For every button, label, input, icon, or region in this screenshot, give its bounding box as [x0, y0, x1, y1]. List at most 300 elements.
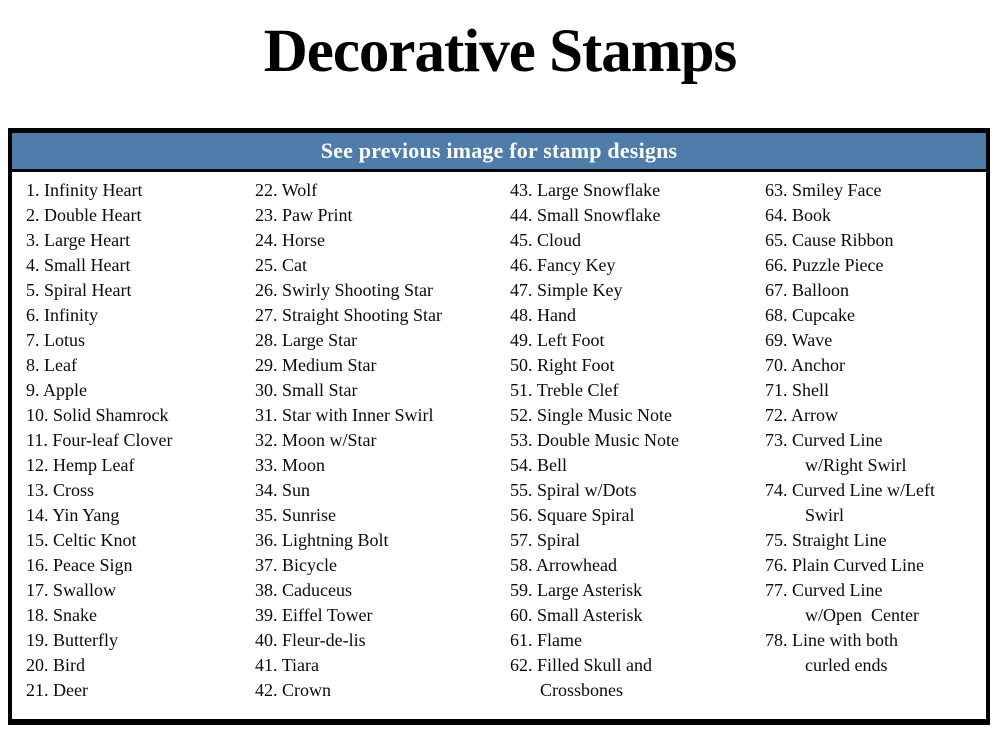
item-number: 45.	[510, 230, 537, 250]
item-line	[765, 578, 986, 603]
item-label: Peace Sign	[53, 555, 133, 575]
list-item	[255, 528, 510, 553]
item-number: 18.	[26, 605, 53, 625]
item-label: Four-leaf Clover	[52, 430, 173, 450]
list-item	[510, 403, 765, 428]
item-label: Large Star	[282, 330, 358, 350]
item-label: Spiral Heart	[44, 280, 132, 300]
item-label: Eiffel Tower	[282, 605, 373, 625]
list-item	[255, 428, 510, 453]
list-item	[510, 553, 765, 578]
list-item	[26, 603, 255, 628]
item-line	[255, 653, 510, 678]
item-label: Butterfly	[53, 630, 118, 650]
item-number: 73.	[765, 430, 792, 450]
list-item	[510, 253, 765, 278]
item-line-wrap: Swirl	[805, 505, 845, 525]
item-label: Medium Star	[282, 355, 377, 375]
list-item	[765, 553, 986, 578]
item-label: Cause Ribbon	[792, 230, 894, 250]
list-item	[26, 553, 255, 578]
item-number: 71.	[765, 380, 792, 400]
list-item	[26, 378, 255, 403]
item-number: 4.	[26, 255, 44, 275]
item-number: 74.	[765, 480, 792, 500]
item-line	[255, 203, 510, 228]
stamp-column-2	[255, 178, 510, 703]
list-item	[255, 503, 510, 528]
item-number: 32.	[255, 430, 282, 450]
list-item	[26, 478, 255, 503]
item-line	[510, 278, 765, 303]
item-line	[765, 378, 986, 403]
item-label: Cloud	[537, 230, 582, 250]
item-line	[26, 178, 255, 203]
list-item	[255, 628, 510, 653]
list-item	[510, 628, 765, 653]
item-label: Arrowhead	[536, 555, 617, 575]
item-label: Caduceus	[282, 580, 352, 600]
item-line	[510, 253, 765, 278]
item-label: Fancy Key	[537, 255, 616, 275]
item-label: Solid Shamrock	[53, 405, 169, 425]
item-line	[26, 628, 255, 653]
list-item	[510, 603, 765, 628]
item-label: Spiral w/Dots	[537, 480, 637, 500]
item-line-wrap: w/Open Center	[805, 605, 919, 625]
list-item	[26, 503, 255, 528]
banner-text: See previous image for stamp designs	[320, 138, 678, 163]
item-label: Bell	[537, 455, 567, 475]
list-item	[510, 528, 765, 553]
item-label: Curved Line	[792, 580, 883, 600]
item-number: 31.	[255, 405, 282, 425]
item-number: 48.	[510, 305, 537, 325]
item-line	[765, 328, 986, 353]
list-item	[765, 403, 986, 428]
item-number: 22.	[255, 180, 282, 200]
item-line	[510, 553, 765, 578]
item-number: 28.	[255, 330, 282, 350]
item-number: 5.	[26, 280, 44, 300]
item-label: Puzzle Piece	[792, 255, 884, 275]
item-number: 65.	[765, 230, 792, 250]
item-label: Cupcake	[792, 305, 855, 325]
item-line	[26, 478, 255, 503]
list-item	[26, 578, 255, 603]
list-item	[255, 278, 510, 303]
item-label: Wave	[791, 330, 833, 350]
item-line	[510, 528, 765, 553]
list-item	[255, 478, 510, 503]
item-line	[26, 253, 255, 278]
list-item	[255, 578, 510, 603]
list-item	[255, 203, 510, 228]
item-number: 38.	[255, 580, 282, 600]
item-line	[255, 528, 510, 553]
item-number: 23.	[255, 205, 282, 225]
item-label: Shell	[792, 380, 830, 400]
list-item	[26, 678, 255, 703]
item-label: Cross	[53, 480, 95, 500]
item-label: Line with both	[792, 630, 898, 650]
list-item	[765, 378, 986, 403]
list-item	[510, 578, 765, 603]
list-item	[26, 278, 255, 303]
item-number: 37.	[255, 555, 282, 575]
item-label: Small Heart	[44, 255, 131, 275]
list-item	[765, 528, 986, 553]
item-label: Smiley Face	[792, 180, 882, 200]
item-line	[765, 478, 986, 503]
list-item	[510, 453, 765, 478]
item-label: Spiral	[537, 530, 580, 550]
item-label: Simple Key	[537, 280, 623, 300]
item-line	[255, 578, 510, 603]
item-label: Small Asterisk	[537, 605, 643, 625]
item-number: 2.	[26, 205, 44, 225]
list-item	[26, 178, 255, 203]
item-label: Cat	[282, 255, 307, 275]
item-number: 44.	[510, 205, 537, 225]
item-number: 61.	[510, 630, 537, 650]
item-line	[765, 428, 986, 453]
item-number: 24.	[255, 230, 282, 250]
list-item	[510, 478, 765, 503]
item-line	[255, 403, 510, 428]
item-label: Sun	[282, 480, 311, 500]
item-number: 33.	[255, 455, 282, 475]
item-label: Small Star	[282, 380, 358, 400]
list-item	[26, 403, 255, 428]
item-label: Lotus	[44, 330, 86, 350]
item-number: 8.	[26, 355, 44, 375]
list-item	[26, 203, 255, 228]
item-number: 47.	[510, 280, 537, 300]
item-number: 50.	[510, 355, 537, 375]
item-line	[26, 603, 255, 628]
list-item	[765, 228, 986, 253]
item-label: Infinity Heart	[44, 180, 143, 200]
item-label: Deer	[53, 680, 88, 700]
item-line	[510, 453, 765, 478]
item-label: Sunrise	[282, 505, 336, 525]
item-number: 13.	[26, 480, 53, 500]
item-line	[255, 353, 510, 378]
item-number: 12.	[26, 455, 53, 475]
item-line	[765, 628, 986, 653]
item-line	[26, 403, 255, 428]
list-item	[26, 228, 255, 253]
item-line	[255, 678, 510, 703]
list-item	[255, 603, 510, 628]
item-number: 60.	[510, 605, 537, 625]
item-label: Lightning Bolt	[282, 530, 389, 550]
item-line	[255, 503, 510, 528]
item-number: 6.	[26, 305, 44, 325]
item-number: 10.	[26, 405, 53, 425]
item-label: Balloon	[792, 280, 849, 300]
list-item	[765, 303, 986, 328]
item-line	[255, 628, 510, 653]
item-line	[26, 278, 255, 303]
list-item	[26, 428, 255, 453]
item-label: Celtic Knot	[53, 530, 137, 550]
item-line	[510, 628, 765, 653]
stamp-column-1	[26, 178, 255, 703]
item-number: 51.	[510, 380, 537, 400]
item-line	[510, 603, 765, 628]
list-item	[26, 253, 255, 278]
item-label: Hand	[537, 305, 576, 325]
item-number: 19.	[26, 630, 53, 650]
item-number: 15.	[26, 530, 53, 550]
item-line	[510, 178, 765, 203]
item-label: Wolf	[281, 180, 318, 200]
item-line	[510, 328, 765, 353]
item-label: Anchor	[791, 355, 845, 375]
stamp-list-content	[12, 172, 986, 703]
item-number: 55.	[510, 480, 537, 500]
item-number: 70.	[765, 355, 792, 375]
list-item	[765, 628, 986, 678]
item-line	[510, 503, 765, 528]
item-label: Large Asterisk	[537, 580, 643, 600]
item-label: Straight Shooting Star	[282, 305, 443, 325]
list-item	[765, 428, 986, 478]
list-item	[510, 178, 765, 203]
item-line	[510, 378, 765, 403]
list-item	[510, 503, 765, 528]
item-number: 62.	[510, 655, 537, 675]
item-line	[26, 653, 255, 678]
item-label: Filled Skull and	[537, 655, 653, 675]
item-label: Treble Clef	[536, 380, 619, 400]
item-line	[765, 353, 986, 378]
item-label: Bird	[53, 655, 86, 675]
item-number: 20.	[26, 655, 53, 675]
item-label: Small Snowflake	[537, 205, 661, 225]
item-label: Left Foot	[537, 330, 605, 350]
item-line	[255, 378, 510, 403]
item-line	[765, 403, 986, 428]
item-line	[765, 178, 986, 203]
list-item	[26, 303, 255, 328]
item-label: Curved Line	[792, 430, 883, 450]
item-line-wrap: w/Right Swirl	[805, 455, 907, 475]
item-label: Moon w/Star	[282, 430, 377, 450]
item-number: 11.	[26, 430, 53, 450]
list-item	[510, 378, 765, 403]
item-label: Bicycle	[282, 555, 337, 575]
item-number: 17.	[26, 580, 53, 600]
list-item	[255, 453, 510, 478]
item-line	[765, 553, 986, 578]
item-line	[255, 278, 510, 303]
item-number: 49.	[510, 330, 537, 350]
list-item	[26, 628, 255, 653]
list-item	[765, 353, 986, 378]
item-line	[255, 253, 510, 278]
list-item	[765, 328, 986, 353]
list-item	[255, 403, 510, 428]
item-line	[765, 253, 986, 278]
item-number: 36.	[255, 530, 282, 550]
item-label: Double Heart	[44, 205, 142, 225]
item-number: 26.	[255, 280, 282, 300]
item-line	[765, 528, 986, 553]
item-number: 34.	[255, 480, 282, 500]
list-item	[510, 278, 765, 303]
item-line	[765, 203, 986, 228]
item-label: Swirly Shooting Star	[282, 280, 434, 300]
item-label: Double Music Note	[537, 430, 679, 450]
item-label: Apple	[43, 380, 88, 400]
item-label: Large Snowflake	[537, 180, 661, 200]
item-line	[510, 203, 765, 228]
item-line	[255, 603, 510, 628]
item-number: 63.	[765, 180, 792, 200]
item-line	[26, 453, 255, 478]
item-line	[255, 228, 510, 253]
item-label: Yin Yang	[52, 505, 120, 525]
list-item	[26, 653, 255, 678]
item-number: 35.	[255, 505, 282, 525]
list-item	[510, 328, 765, 353]
item-line	[510, 303, 765, 328]
list-item	[510, 203, 765, 228]
item-number: 64.	[765, 205, 792, 225]
item-number: 69.	[765, 330, 792, 350]
item-number: 66.	[765, 255, 792, 275]
item-number: 75.	[765, 530, 792, 550]
item-line	[26, 378, 255, 403]
item-line	[510, 653, 765, 678]
item-label: Book	[792, 205, 832, 225]
stamp-column-3	[510, 178, 765, 703]
item-label: Horse	[282, 230, 325, 250]
item-label: Flame	[537, 630, 582, 650]
banner	[12, 133, 986, 172]
item-line	[255, 178, 510, 203]
item-line	[255, 303, 510, 328]
item-label: Swallow	[53, 580, 116, 600]
item-number: 7.	[26, 330, 44, 350]
item-label: Star with Inner Swirl	[282, 405, 434, 425]
list-item	[255, 303, 510, 328]
list-item	[255, 228, 510, 253]
item-number: 29.	[255, 355, 282, 375]
item-label: Moon	[282, 455, 326, 475]
item-line	[255, 553, 510, 578]
item-line	[510, 428, 765, 453]
list-item	[255, 328, 510, 353]
item-line	[255, 478, 510, 503]
item-line	[26, 228, 255, 253]
item-label: Leaf	[44, 355, 77, 375]
item-line	[765, 303, 986, 328]
item-number: 67.	[765, 280, 792, 300]
item-number: 39.	[255, 605, 282, 625]
item-label: Single Music Note	[537, 405, 672, 425]
item-number: 25.	[255, 255, 282, 275]
item-number: 1.	[26, 180, 44, 200]
item-number: 57.	[510, 530, 537, 550]
list-item	[765, 578, 986, 628]
item-line	[26, 578, 255, 603]
list-item	[255, 678, 510, 703]
item-number: 14.	[26, 505, 53, 525]
item-number: 58.	[510, 555, 537, 575]
item-line	[510, 353, 765, 378]
item-number: 78.	[765, 630, 792, 650]
list-item	[765, 478, 986, 528]
list-item	[765, 203, 986, 228]
stamp-column-4	[765, 178, 986, 703]
item-number: 9.	[26, 380, 44, 400]
item-label: Large Heart	[44, 230, 131, 250]
item-label: Hemp Leaf	[53, 455, 135, 475]
item-number: 53.	[510, 430, 537, 450]
item-line	[510, 228, 765, 253]
page-title: Decorative Stamps	[263, 18, 737, 85]
list-item	[510, 228, 765, 253]
item-label: Infinity	[44, 305, 98, 325]
list-item	[765, 278, 986, 303]
item-number: 68.	[765, 305, 792, 325]
item-number: 76.	[765, 555, 792, 575]
item-number: 30.	[255, 380, 282, 400]
item-line	[26, 328, 255, 353]
item-line	[765, 228, 986, 253]
item-number: 27.	[255, 305, 282, 325]
list-item	[255, 378, 510, 403]
item-line	[255, 328, 510, 353]
list-item	[26, 453, 255, 478]
item-line	[26, 528, 255, 553]
item-number: 59.	[510, 580, 537, 600]
item-number: 46.	[510, 255, 537, 275]
item-label: Right Foot	[537, 355, 615, 375]
list-item	[255, 353, 510, 378]
item-line	[510, 478, 765, 503]
item-label: Square Spiral	[537, 505, 635, 525]
item-line	[26, 678, 255, 703]
item-number: 42.	[255, 680, 282, 700]
item-line	[255, 428, 510, 453]
item-number: 54.	[510, 455, 537, 475]
list-item	[765, 178, 986, 203]
list-item	[255, 653, 510, 678]
item-number: 56.	[510, 505, 537, 525]
item-number: 52.	[510, 405, 537, 425]
item-number: 43.	[510, 180, 537, 200]
item-line	[255, 453, 510, 478]
item-label: Plain Curved Line	[792, 555, 924, 575]
item-line-wrap: curled ends	[805, 655, 888, 675]
list-item	[510, 303, 765, 328]
item-number: 77.	[765, 580, 792, 600]
list-item	[765, 253, 986, 278]
item-line	[510, 403, 765, 428]
list-item	[26, 528, 255, 553]
item-number: 41.	[255, 655, 282, 675]
stamp-list-frame	[8, 128, 990, 725]
list-item	[510, 428, 765, 453]
item-number: 16.	[26, 555, 53, 575]
list-item	[510, 353, 765, 378]
item-label: Curved Line w/Left	[792, 480, 935, 500]
